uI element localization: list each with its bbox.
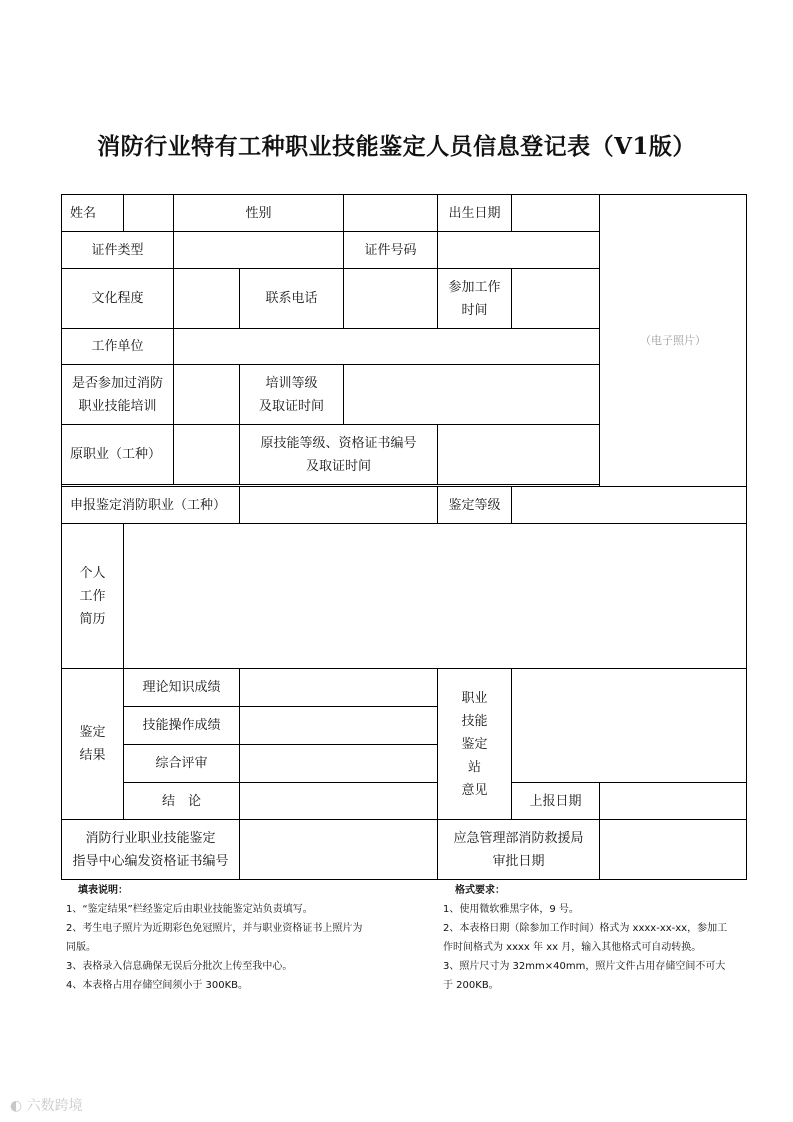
orig-cert-field[interactable] <box>438 425 600 485</box>
apply-level-field[interactable] <box>512 487 747 524</box>
name-label: 姓名 <box>62 195 124 232</box>
report-date-label: 上报日期 <box>512 783 600 820</box>
watermark-logo-icon: ◐ <box>10 1098 23 1114</box>
requirement-item: 作时间格式为 xxxx 年 xx 月，输入其他格式可自动转换。 <box>443 942 702 953</box>
watermark <box>10 1095 83 1115</box>
id-type-label: 证件类型 <box>62 232 174 269</box>
employer-field[interactable] <box>174 329 600 365</box>
id-number-field[interactable] <box>438 232 600 269</box>
employer-label: 工作单位 <box>62 329 174 365</box>
approval-date-field[interactable] <box>600 820 747 880</box>
requirement-item: 2、本表格日期（除参加工作时间）格式为 xxxx-xx-xx，参加工 <box>443 923 728 934</box>
skill-score-field[interactable] <box>240 707 438 745</box>
trained-label: 是否参加过消防 职业技能培训 <box>62 365 174 425</box>
overall-review-field[interactable] <box>240 745 438 783</box>
gender-label: 性别 <box>174 195 344 232</box>
instruction-item: 2、考生电子照片为近期彩色免冠照片，并与职业资格证书上照片为同版。 <box>66 923 363 953</box>
page-title: 消防行业特有工种职业技能鉴定人员信息登记表（V1版） <box>97 133 696 160</box>
train-level-label: 培训等级 及取证时间 <box>240 365 344 425</box>
train-level-field[interactable] <box>344 365 600 425</box>
work-start-label: 参加工作 时间 <box>438 269 512 329</box>
approval-date-label: 应急管理部消防救援局 审批日期 <box>438 820 600 880</box>
fill-instructions-heading: 填表说明： <box>78 885 128 896</box>
work-start-field[interactable] <box>512 269 600 329</box>
skill-score-label: 技能操作成绩 <box>124 707 240 745</box>
cert-number-field[interactable] <box>240 820 438 880</box>
format-requirements <box>443 881 743 995</box>
id-type-field[interactable] <box>174 232 344 269</box>
result-label: 鉴定 结果 <box>62 669 124 820</box>
photo-box[interactable] <box>600 195 747 487</box>
resume-label: 个人 工作 简历 <box>62 524 124 669</box>
id-number-label: 证件号码 <box>344 232 438 269</box>
station-opinion-label: 职业 技能 鉴定 站 意见 <box>438 669 512 820</box>
birth-date-field[interactable] <box>512 195 600 232</box>
education-label: 文化程度 <box>62 269 174 329</box>
apply-level-label: 鉴定等级 <box>438 487 512 524</box>
requirement-item: 于 200KB。 <box>443 980 499 991</box>
requirement-item: 1、使用微软雅黑字体，9 号。 <box>443 904 579 915</box>
trained-field[interactable] <box>174 365 240 425</box>
birth-date-label: 出生日期 <box>438 195 512 232</box>
watermark-text: 六数跨境 <box>26 1098 83 1114</box>
report-date-field[interactable] <box>600 783 747 820</box>
registration-form <box>61 194 747 880</box>
apply-job-label: 申报鉴定消防职业（工种） <box>62 487 240 524</box>
requirement-item: 3、照片尺寸为 32mm×40mm，照片文件占用存储空间不可大 <box>443 961 726 972</box>
phone-field[interactable] <box>344 269 438 329</box>
name-field[interactable] <box>124 195 174 232</box>
conclusion-field[interactable] <box>240 783 438 820</box>
orig-job-field[interactable] <box>174 425 240 485</box>
phone-label: 联系电话 <box>240 269 344 329</box>
instruction-item: 4、本表格占用存储空间须小于 300KB。 <box>66 980 249 991</box>
instruction-item: 1、“鉴定结果”栏经鉴定后由职业技能鉴定站负责填写。 <box>66 904 313 915</box>
overall-review-label: 综合评审 <box>124 745 240 783</box>
gender-field[interactable] <box>344 195 438 232</box>
theory-score-label: 理论知识成绩 <box>124 669 240 707</box>
format-requirements-heading: 格式要求： <box>455 885 505 896</box>
resume-field[interactable] <box>124 524 747 669</box>
apply-job-field[interactable] <box>240 487 438 524</box>
fill-instructions <box>66 881 366 995</box>
instruction-item: 3、表格录入信息确保无误后分批次上传至我中心。 <box>66 961 293 972</box>
orig-cert-label: 原技能等级、资格证书编号 及取证时间 <box>240 425 438 485</box>
cert-number-label: 消防行业职业技能鉴定 指导中心编发资格证书编号 <box>62 820 240 880</box>
orig-job-label: 原职业（工种） <box>62 425 174 485</box>
theory-score-field[interactable] <box>240 669 438 707</box>
conclusion-label: 结 论 <box>124 783 240 820</box>
station-opinion-field[interactable] <box>512 669 747 783</box>
education-field[interactable] <box>174 269 240 329</box>
photo-label: （电子照片） <box>640 334 707 347</box>
